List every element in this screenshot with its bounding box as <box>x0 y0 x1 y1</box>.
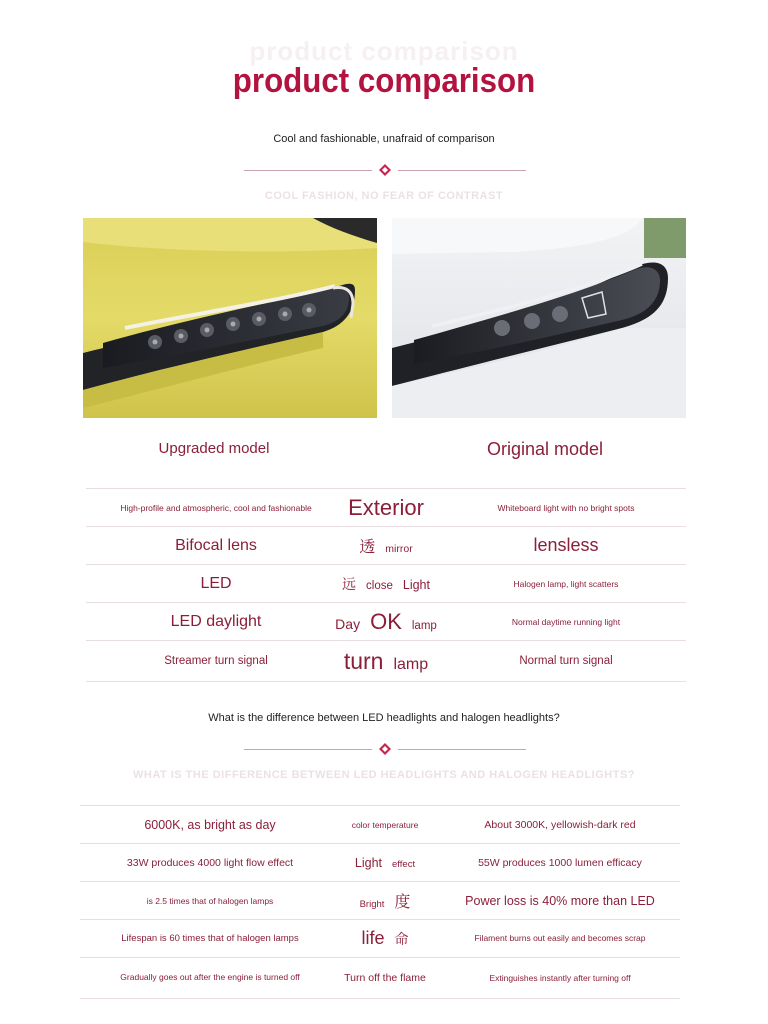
feature-part: 度 <box>394 894 411 911</box>
led-cell: 33W produces 4000 light flow effect <box>126 856 294 869</box>
table-row <box>80 805 680 843</box>
page-subtitle: Cool and fashionable, unafraid of comparison <box>273 133 495 145</box>
feature-part: Light <box>402 577 430 592</box>
feature-cell <box>320 844 450 881</box>
upgraded-cell: LED <box>200 574 232 592</box>
table-row <box>86 602 686 640</box>
feature-part: 透 <box>359 539 376 556</box>
feature-part: turn <box>343 647 384 674</box>
original-cell: Normal turn signal <box>519 655 613 667</box>
upgraded-headlight-photo <box>83 218 377 418</box>
diamond-icon <box>379 164 391 176</box>
led-cell: Gradually goes out after the engine is turned off <box>120 972 300 983</box>
table-row <box>80 957 680 999</box>
feature-part: 命 <box>394 931 409 947</box>
led-cell: is 2.5 times that of halogen lamps <box>146 895 274 906</box>
table-row <box>86 488 686 526</box>
feature-part: Day <box>335 615 361 632</box>
feature-cell: Turn off the flame <box>344 971 426 984</box>
section-divider <box>244 743 526 755</box>
original-cell: Normal daytime running light <box>511 616 621 627</box>
subtitle-english: COOL FASHION, NO FEAR OF CONTRAST <box>264 190 504 202</box>
feature-part: close <box>366 579 393 592</box>
led-vs-halogen-table <box>80 805 680 999</box>
feature-cell <box>320 882 450 919</box>
original-cell: lensless <box>533 535 599 555</box>
feature-part: OK <box>370 608 402 634</box>
upgraded-cell: High-profile and atmospheric, cool and fashionable <box>120 502 312 513</box>
halogen-cell: About 3000K, yellowish-dark red <box>484 818 636 831</box>
upgraded-cell: Streamer turn signal <box>164 655 268 667</box>
halogen-cell: Filament burns out easily and becomes scrap <box>474 932 646 943</box>
table-row <box>80 843 680 881</box>
halogen-cell: 55W produces 1000 lumen efficacy <box>478 856 642 869</box>
halogen-cell: Power loss is 40% more than LED <box>465 893 655 908</box>
feature-cell <box>316 603 456 640</box>
feature-part: lamp <box>393 655 429 673</box>
feature-part: mirror <box>385 543 413 555</box>
table-row <box>86 526 686 564</box>
feature-part: lamp <box>411 619 437 632</box>
diamond-icon <box>379 743 391 755</box>
led-cell: Lifespan is 60 times that of halogen lamps <box>121 933 299 944</box>
table-row <box>86 564 686 602</box>
halogen-cell: Extinguishes instantly after turning off <box>489 973 631 983</box>
table-row <box>86 640 686 682</box>
table-row <box>80 881 680 919</box>
feature-part: 远 <box>342 575 357 592</box>
original-headlight-photo <box>392 218 686 418</box>
title-watermark: product comparison <box>249 36 519 66</box>
feature-cell <box>320 920 450 957</box>
original-cell: Whiteboard light with no bright spots <box>497 502 635 513</box>
led-cell: 6000K, as bright as day <box>144 817 276 832</box>
feature-part: Light <box>354 855 383 870</box>
feature-cell: color temperature <box>351 819 419 830</box>
feature-part: effect <box>392 858 416 870</box>
original-model-label: Original model <box>486 439 604 459</box>
upgraded-cell: Bifocal lens <box>175 536 257 554</box>
feature-cell <box>316 565 456 602</box>
page-title: product comparison <box>232 62 536 100</box>
upgraded-model-label: Upgraded model <box>158 440 270 457</box>
upgraded-cell: LED daylight <box>170 612 262 630</box>
feature-part: Bright <box>359 899 385 910</box>
feature-part: life <box>361 928 385 948</box>
table-row <box>80 919 680 957</box>
section-question: What is the difference between LED headlights and halogen headlights? <box>208 712 560 724</box>
feature-cell <box>316 641 456 681</box>
section-divider <box>244 164 526 176</box>
question-english: WHAT IS THE DIFFERENCE BETWEEN LED HEADLIGHTS AND HALOGEN HEADLIGHTS? <box>133 769 635 781</box>
original-cell: Halogen lamp, light scatters <box>513 578 619 589</box>
feature-comparison-table <box>86 488 686 682</box>
feature-cell <box>316 527 456 564</box>
feature-cell: Exterior <box>348 494 424 520</box>
